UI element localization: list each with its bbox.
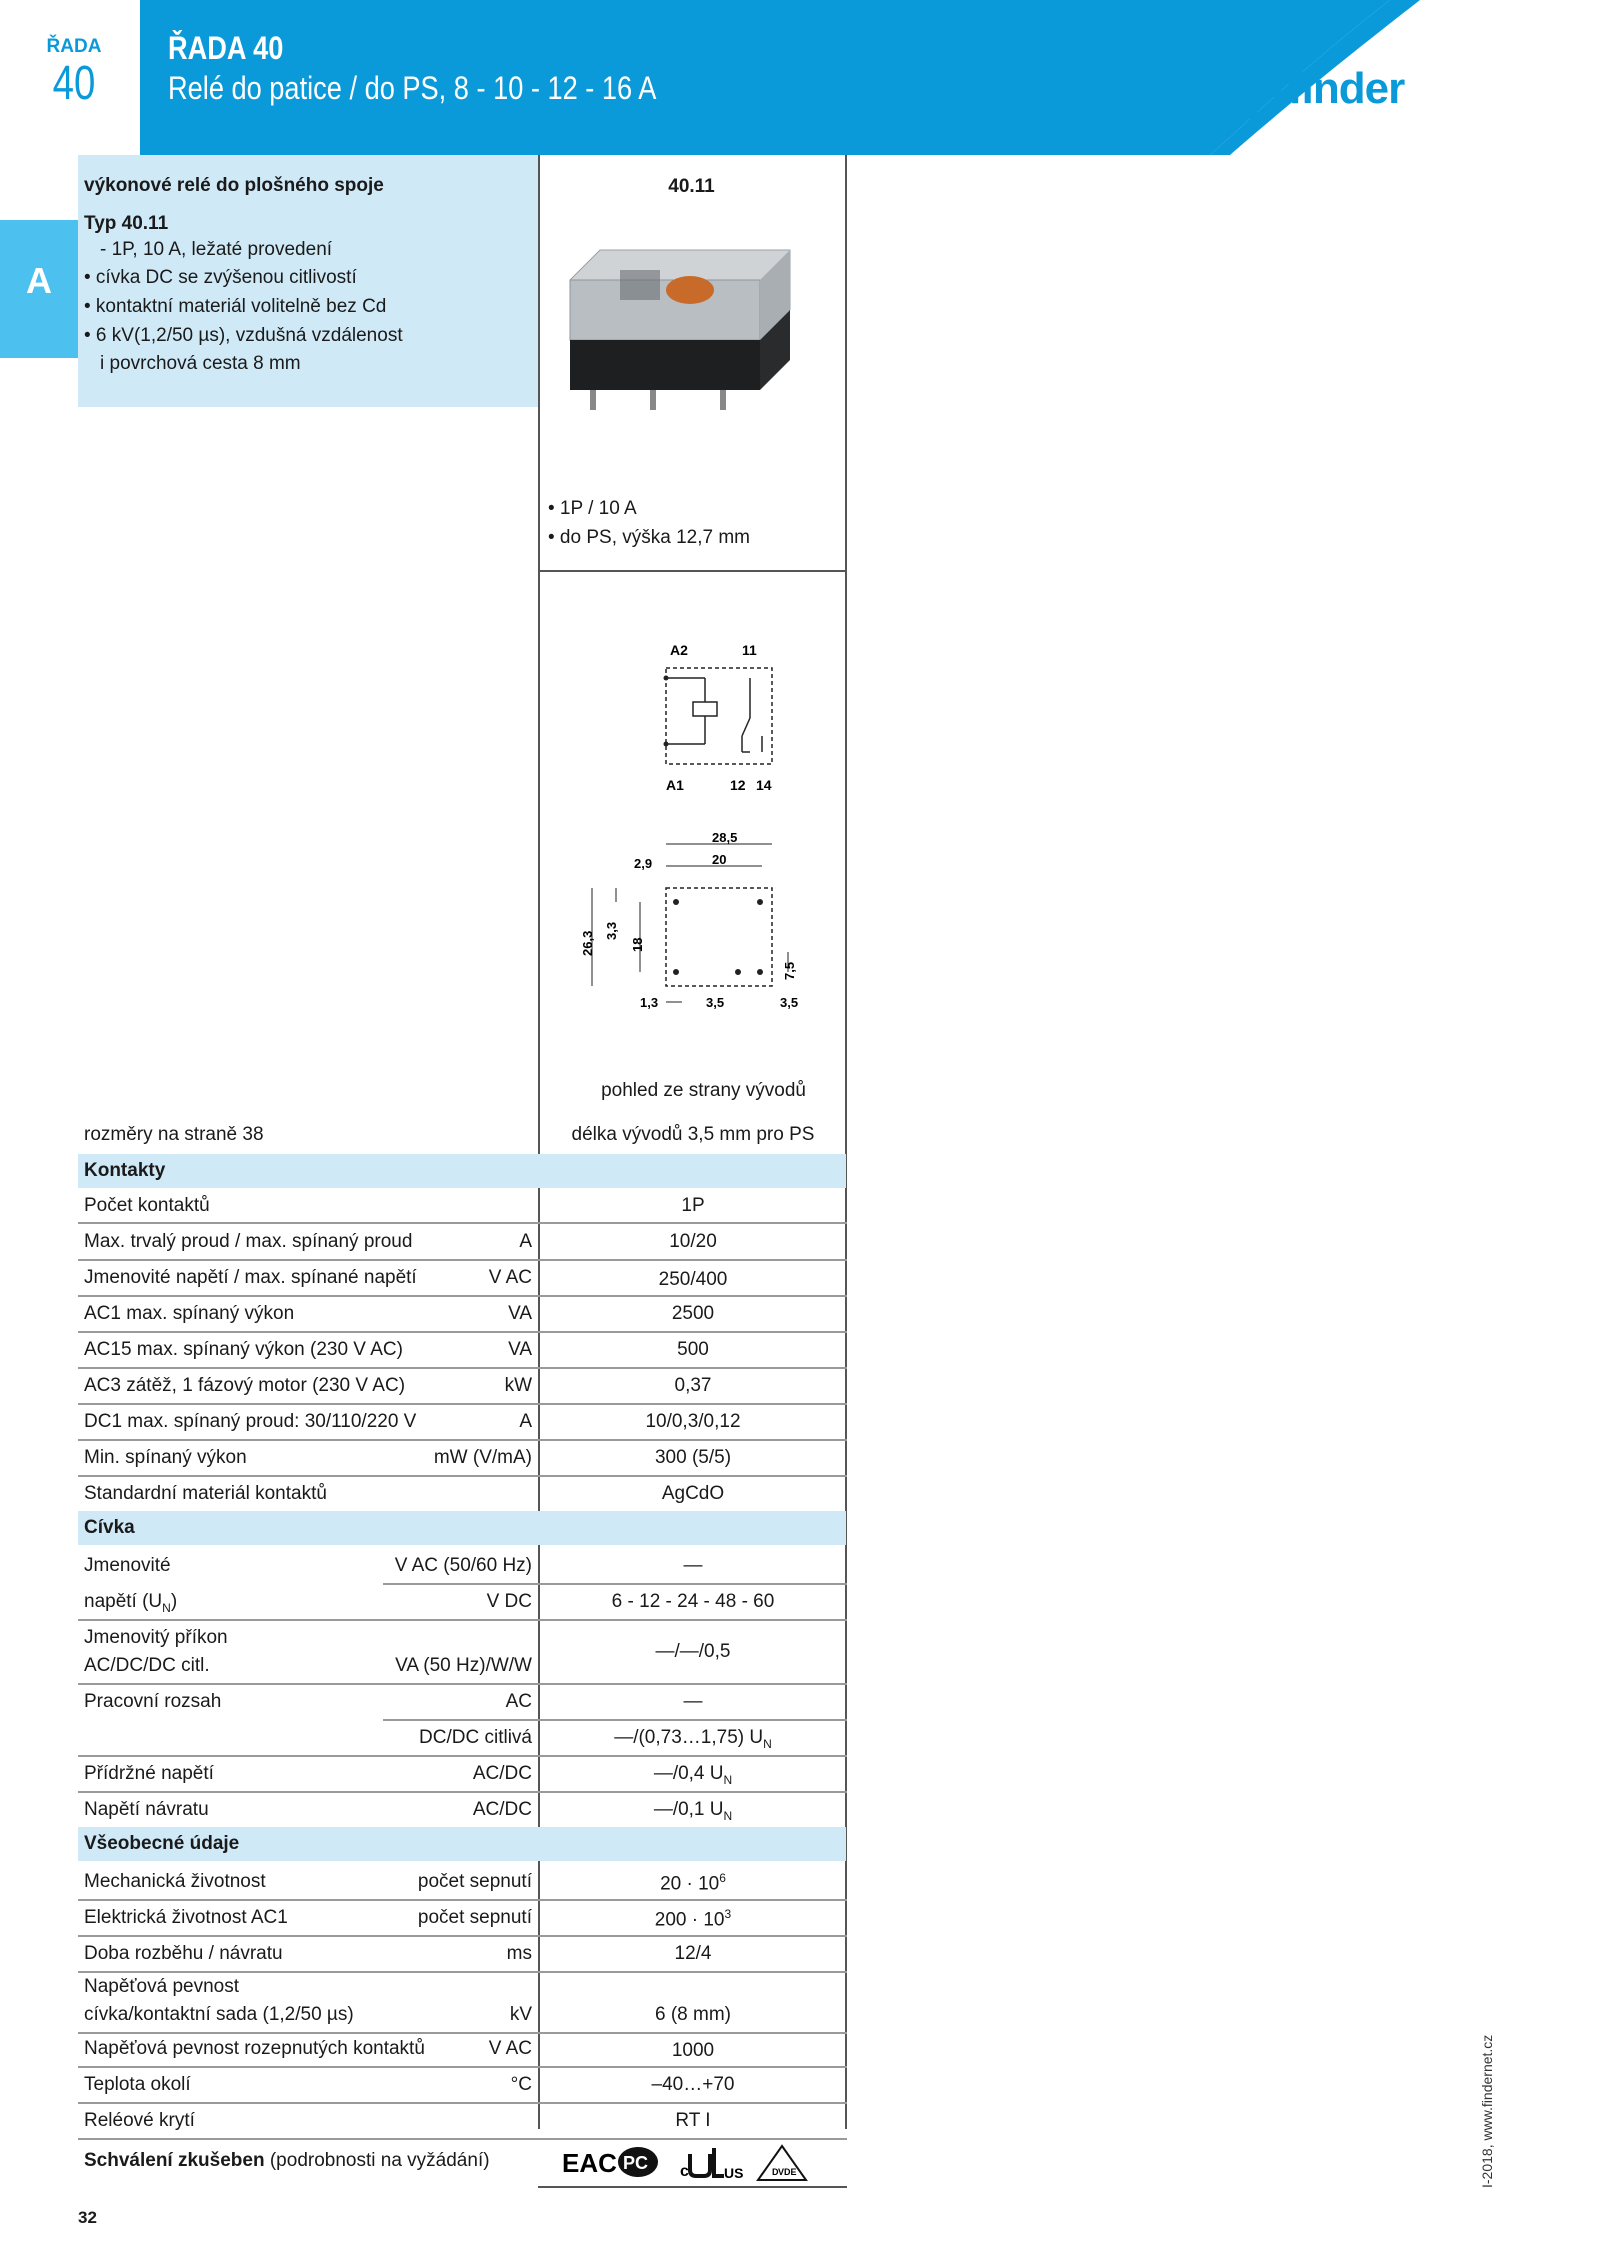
finder-logo (1222, 60, 1462, 120)
section-title: Všeobecné údaje (84, 1833, 240, 1854)
row-value: $200 \cdot 10^3$ (654, 1907, 732, 1931)
dimension-label: 3,5 (780, 995, 799, 1010)
row-label: Pracovní rozsah (84, 1691, 222, 1712)
description-line: • cívka DC se zvýšenou citlivostí (84, 267, 357, 288)
reference-left: rozměry na straně 38 (84, 1124, 264, 1145)
row-label: napětí $(U_N)$ (84, 1591, 178, 1615)
row-label: Přídržné napětí (84, 1763, 214, 1784)
row-unit: V DC (486, 1591, 532, 1612)
ul-mark-icon (690, 2154, 710, 2176)
row-value: 6 - 12 - 24 - 48 - 60 (611, 1591, 775, 1612)
row-label: Mechanická životnost (84, 1871, 266, 1892)
approval-marks (556, 2142, 842, 2184)
product-bullet: • do PS, výška 12,7 mm (548, 527, 751, 548)
wiring-label: 12 (730, 777, 746, 793)
dimension-label: 26,3 (580, 930, 595, 956)
row-label: DC1 max. spínaný proud: 30/110/220 V (84, 1411, 417, 1432)
section-header-contacts (78, 1154, 846, 1188)
vde-mark-text: VDE (778, 2167, 797, 2177)
finder-logo-text: finder (1288, 64, 1405, 113)
row-label: AC3 zátěž, 1 fázový motor (230 V AC) (84, 1375, 406, 1396)
page-subtitle: Relé do patice / do PS, 8 - 10 - 12 - 16 A (168, 70, 657, 106)
row-label: AC1 max. spínaný výkon (84, 1303, 295, 1324)
row-unit: AC/DC (472, 1799, 532, 1820)
page-number: 32 (78, 2208, 97, 2227)
row-value: –40…+70 (651, 2074, 735, 2095)
row-label: Jmenovité napětí / max. spínané napětí (84, 1267, 417, 1288)
row-unit: DC/DC citlivá (419, 1727, 532, 1748)
description-box (78, 155, 538, 407)
section-title: Kontakty (84, 1160, 166, 1181)
page-header (0, 0, 1600, 155)
reference-right: délka vývodů 3,5 mm pro PS (571, 1124, 815, 1145)
dimension-label: 3,5 (706, 995, 725, 1010)
pc-mark-icon: PC (623, 2153, 649, 2173)
row-label: Napětí návratu (84, 1799, 209, 1820)
description-line: • 6 kV(1,2/50 µs), vzdušná vzdálenost (84, 325, 403, 346)
row-label: AC/DC/DC citl. (84, 1655, 210, 1676)
row-unit: °C (510, 2074, 532, 2095)
dimension-label: 1,3 (640, 995, 659, 1010)
description-line: • kontaktní materiál volitelně bez Cd (84, 296, 387, 317)
row-label: Počet kontaktů (84, 1195, 210, 1216)
row-label: Elektrická životnost AC1 (84, 1907, 288, 1928)
page-title: ŘADA 40 (168, 30, 284, 66)
table-bottom-border (538, 2186, 847, 2188)
row-label: Teplota okolí (84, 2074, 191, 2095)
row-label: Reléové krytí (84, 2110, 195, 2131)
row-value: —/(0,73…1,75) $U_N$ (614, 1727, 772, 1751)
row-label: Napěťová pevnost rozepnutých kontaktů (84, 2038, 425, 2059)
row-unit: mW (V/mA) (433, 1447, 532, 1468)
row-unit: V AC (488, 2038, 532, 2059)
description-type: Typ 40.11 (84, 213, 169, 234)
row-label: Jmenovitý příkon (84, 1627, 228, 1648)
row-value: $20 \cdot 10^6$ (660, 1871, 726, 1895)
row-unit: VA (508, 1303, 532, 1324)
dimension-label: 18 (630, 937, 645, 952)
row-label: Doba rozběhu / návratu (84, 1943, 283, 1964)
row-value: 10/0,3/0,12 (645, 1411, 741, 1432)
row-unit: AC/DC (472, 1763, 532, 1784)
row-value: 0,37 (674, 1375, 712, 1396)
row-value: 500 (677, 1339, 709, 1360)
dimension-label: 3,3 (604, 921, 619, 940)
row-label: cívka/kontaktní sada (1,2/50 µs) (84, 2004, 354, 2025)
row-value: 10/20 (669, 1231, 717, 1252)
approvals-label: Schválení zkušeben (podrobnosti na vyžádání) (84, 2150, 490, 2171)
row-value: —/0,4 $U_N$ (653, 1763, 733, 1787)
ul-mark-c: c (680, 2163, 689, 2180)
section-header-coil (78, 1511, 846, 1545)
row-unit: počet sepnutí (417, 1871, 532, 1892)
row-value: AgCdO (661, 1483, 725, 1504)
wiring-label: 11 (742, 642, 757, 658)
row-unit: V AC (50/60 Hz) (394, 1555, 532, 1576)
row-value: — (683, 1691, 703, 1712)
row-unit: kV (509, 2004, 532, 2025)
row-label: Max. trvalý proud / max. spínaný proud (84, 1231, 413, 1252)
row-value: — (683, 1555, 703, 1576)
row-value: —/0,1 $U_N$ (653, 1799, 733, 1823)
description-line: i povrchová cesta 8 mm (100, 353, 301, 374)
wiring-label: A2 (670, 642, 688, 658)
row-unit: ms (506, 1943, 532, 1964)
row-value: 6 (8 mm) (655, 2004, 731, 2025)
dimension-label: 20 (712, 852, 727, 867)
wiring-label: 14 (756, 777, 772, 793)
wiring-label: A1 (666, 777, 684, 793)
section-header-general (78, 1827, 846, 1861)
row-value: RT I (675, 2110, 711, 2131)
dimension-drawing (572, 832, 812, 1022)
dimension-label: 2,9 (634, 856, 653, 871)
wiring-diagram (650, 640, 790, 800)
row-value: 300 (5/5) (654, 1447, 732, 1468)
row-value: 1000 (671, 2040, 715, 2061)
row-value: —/—/0,5 (655, 1641, 731, 1662)
product-code: 40.11 (668, 176, 715, 197)
series-label: ŘADA (46, 36, 102, 57)
series-number: 40 (52, 57, 96, 110)
row-label: Standardní materiál kontaktů (84, 1483, 327, 1504)
section-title: Cívka (84, 1517, 135, 1538)
dimension-label: 28,5 (712, 832, 738, 845)
description-heading: výkonové relé do plošného spoje (84, 175, 384, 196)
finder-logo-icon (1222, 60, 1282, 120)
row-unit: A (519, 1411, 532, 1432)
row-unit: A (519, 1231, 532, 1252)
view-note: pohled ze strany vývodů (601, 1080, 806, 1101)
product-bullet: • 1P / 10 A (548, 498, 637, 519)
section-tab (0, 220, 78, 358)
relay-photo (560, 240, 800, 420)
row-label: Napěťová pevnost (84, 1976, 240, 1997)
row-label: Jmenovité (84, 1555, 171, 1576)
dimension-label: 7,5 (782, 961, 797, 980)
eac-mark-icon: EAC (562, 2148, 617, 2178)
side-credit: I-2018, www.findernet.cz (1479, 2034, 1495, 2188)
row-unit: VA (50 Hz)/W/W (395, 1655, 532, 1676)
row-value: 1P (681, 1195, 705, 1216)
row-label: Min. spínaný výkon (84, 1447, 247, 1468)
row-unit: V AC (488, 1267, 532, 1288)
row-unit: VA (508, 1339, 532, 1360)
row-value: 12/4 (674, 1943, 712, 1964)
ul-mark-us: US (724, 2165, 744, 2181)
section-tab-label: A (26, 260, 52, 301)
row-value: 2500 (671, 1303, 715, 1324)
row-unit: AC (505, 1691, 532, 1712)
row-value: 250/400 (658, 1269, 728, 1290)
row-unit: počet sepnutí (417, 1907, 532, 1928)
vde-mark-d: D (772, 2167, 779, 2177)
row-label: AC15 max. spínaný výkon (230 V AC) (84, 1339, 403, 1360)
row-unit: kW (504, 1375, 532, 1396)
product-divider (538, 570, 847, 572)
description-line: - 1P, 10 A, ležaté provedení (100, 239, 333, 260)
